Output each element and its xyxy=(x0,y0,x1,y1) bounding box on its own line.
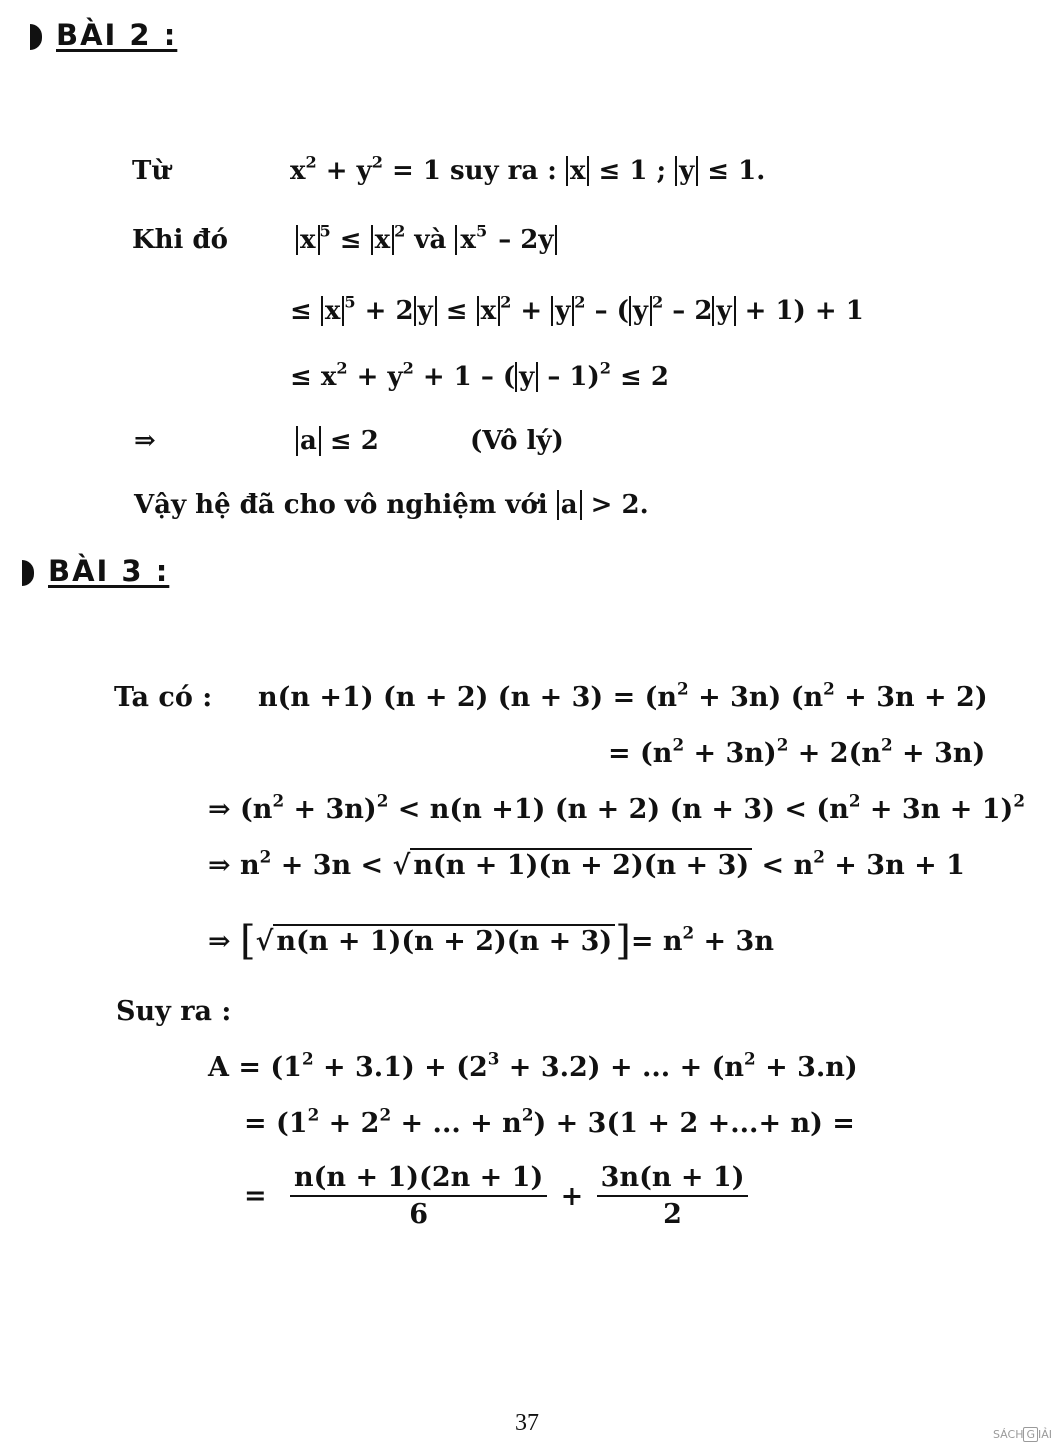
bai3-taco-label: Ta có : xyxy=(114,682,213,713)
bai3-line4: ⇒ $n^2 + 3n$ < √ $n(n + 1)(n + 2)(n + 3) < n^2 + 3n + 1$ xyxy=(208,846,965,881)
fraction-2: $\frac{3n(n + 1)}{2}$ xyxy=(597,1162,749,1230)
bai2-khido-line: x $^5$ ≤ x $^2$ và $x^5 - 2y$ xyxy=(296,225,557,255)
bai3-suyra-label: Suy ra : xyxy=(116,996,232,1027)
bai2-title: BÀI 2 : xyxy=(56,18,178,52)
bai3-line1: n(n +1) (n + 2) $(n + 3) = (n^2 + 3n) (n^2 + 3n + 2)$ xyxy=(258,678,988,713)
fraction-1: $\frac{n(n + 1)(2n + 1)}{6}$ xyxy=(290,1162,547,1230)
bai3-line2: = $(n^2 + 3n)^2 + 2(n^2 + 3n)$ xyxy=(608,734,986,769)
bai2-line4: ≤ $x^2 + y^2 + 1$ – ( y – 1)$^2$ ≤ 2 xyxy=(290,358,669,392)
bai2-khido-label: Khi đó xyxy=(132,225,228,255)
page-number: 37 xyxy=(515,1410,539,1436)
bai3-a-line3: = $\frac{n(n + 1)(2n + 1)}{6}$ + $\frac{3n(n + 1)}{2}$ xyxy=(244,1162,748,1230)
bai2-line5-note: (Vô lý) xyxy=(470,426,564,456)
sqrt-expression: √ n(n + 1)(n + 2)(n + 3) xyxy=(393,850,753,881)
watermark-logo: SÁCH G IẢI xyxy=(993,1428,1053,1441)
bai2-heading xyxy=(30,18,177,52)
bai3-a-line2: = ($1^2 + 2^2$ + ... + $n^2) + 3(1 + 2$ +...+ n) = xyxy=(244,1104,855,1139)
bai3-line5: ⇒ [√ $n(n + 1)(n + 2)(n + 3)]= n^2 + 3n$ xyxy=(208,918,774,964)
bai2-tu-label: Từ xyxy=(132,156,171,186)
bai3-line3: ⇒ $(n^2 + 3n)^2 < n(n +1) (n + 2) (n + 3) < (n^2 + 3n + 1)^2$ xyxy=(208,790,1025,825)
bai3-a-line1: $A = (1^2 + 3.1) + (2^3 + 3.2)$ + ... + $(n^2 + 3.n)$ xyxy=(208,1048,858,1083)
bai2-line5: a ≤ 2 xyxy=(296,426,379,456)
bai3-title: BÀI 3 : xyxy=(48,554,170,588)
bai2-implies-arrow: ⇒ xyxy=(134,426,156,456)
bai2-conclusion: Vậy hệ đã cho vô nghiệm với a > 2. xyxy=(134,490,649,520)
bai2-tu-line: $x^2 + y^2 = 1$ suy ra : x ≤ 1 ; y ≤ 1. xyxy=(290,152,766,186)
bai3-heading xyxy=(22,554,169,588)
sqrt-expression: √ n(n + 1)(n + 2)(n + 3) xyxy=(256,926,616,957)
bai2-line3: ≤ x $^5$ + 2 y ≤ x $^2$ + y $^2$ – ( y $^2$ – 2 y + 1) + 1 xyxy=(290,292,864,326)
bullet-marker-icon xyxy=(30,24,42,50)
bullet-marker-icon xyxy=(22,560,34,586)
